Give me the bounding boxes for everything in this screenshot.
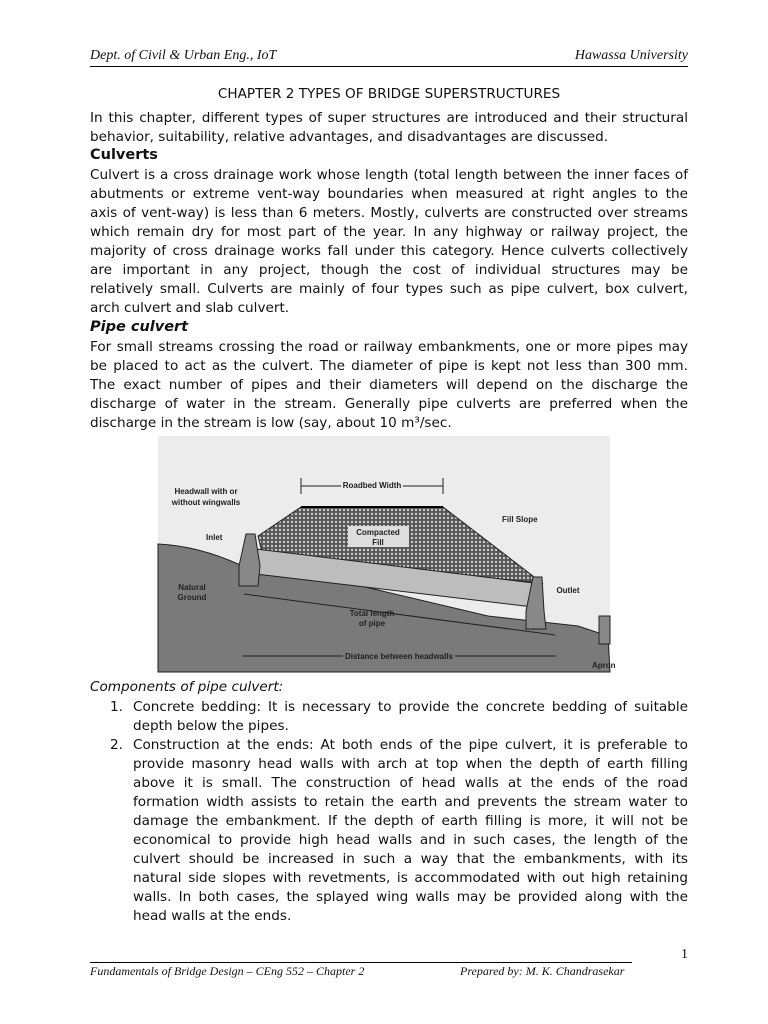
footer-course: Fundamentals of Bridge Design – CEng 552 – Chapter 2 xyxy=(90,964,365,978)
text-line: Concrete bedding: It is necessary to provide the concrete bedding of suitable xyxy=(133,699,688,715)
footer-divider xyxy=(90,962,632,963)
pipe-culvert-paragraph xyxy=(90,338,688,433)
text-line: are important in any project, though the cost of individual structures may be xyxy=(90,262,688,278)
label-headwall: Headwall with or xyxy=(174,487,238,496)
label-outlet: Outlet xyxy=(556,586,580,595)
page-header xyxy=(90,48,688,67)
text-line: relatively small. Culverts are mainly of four types such as pipe culvert, box culvert, xyxy=(90,281,688,297)
label-roadbed-width: Roadbed Width xyxy=(342,481,402,490)
text-line: culvert should be increased in such a way that the embankments, with its xyxy=(133,851,688,867)
label-total-length-2: of pipe xyxy=(358,619,386,628)
list-number-2: 2. xyxy=(110,737,123,753)
intro-paragraph xyxy=(90,109,688,147)
text-line: abutments or extreme vent-way boundaries when measured at right angles to the xyxy=(90,186,688,202)
header-university: Hawassa University xyxy=(574,48,688,63)
label-distance-between-headwalls: Distance between headwalls xyxy=(344,652,454,661)
text-line: arch culvert and slab culvert. xyxy=(90,300,290,316)
text-line: natural side slopes with revetments, is accommodated with out high retaining xyxy=(133,870,688,886)
text-line: For small streams crossing the road or railway embankments, one or more pipes may xyxy=(90,339,688,355)
text-line: majority of cross drainage works fall under this category. Hence culverts collectively xyxy=(90,243,688,259)
text-line: behavior, suitability, relative advantages, and disadvantages are discussed. xyxy=(90,129,609,145)
page-number: 1 xyxy=(681,947,688,962)
footer-author: Prepared by: M. K. Chandrasekar xyxy=(460,964,625,978)
text-line: discharge in the stream is low (say, about 10 m³/sec. xyxy=(90,415,452,431)
text-line: formation width assists to retain the earth and prevents the stream water to xyxy=(133,794,688,810)
list-item-2 xyxy=(133,736,688,926)
text-line: head walls at the ends. xyxy=(133,908,292,924)
pipe-culvert-diagram xyxy=(158,436,616,672)
text-line: depth below the pipes. xyxy=(133,718,289,734)
label-compacted-fill-2: Fill xyxy=(372,538,384,547)
label-natural-ground-2: Ground xyxy=(177,593,207,602)
text-line: The exact number of pipes and their diameters will depend on the discharge the xyxy=(90,377,688,393)
text-line: economical to provide high head walls and in such cases, the length of the xyxy=(133,832,688,848)
chapter-title: CHAPTER 2 TYPES OF BRIDGE SUPERSTRUCTURES xyxy=(217,86,561,102)
list-number-1: 1. xyxy=(110,699,123,715)
list-item-1 xyxy=(133,698,688,736)
culverts-heading: Culverts xyxy=(90,147,158,163)
culverts-paragraph xyxy=(90,166,688,318)
label-inlet: Inlet xyxy=(206,533,223,542)
label-fill-slope: Fill Slope xyxy=(502,515,538,524)
label-headwall-2: without wingwalls xyxy=(171,498,241,507)
text-line: above it is small. The construction of head walls at the ends of the road xyxy=(133,775,688,791)
text-line: walls. In both cases, the splayed wing walls may be provided along with the xyxy=(133,889,688,905)
text-line: be placed to act as the culvert. The diameter of pipe is kept not less than 300 mm. xyxy=(90,358,688,374)
text-line: In this chapter, different types of super structures are introduced and their structural xyxy=(90,110,688,126)
text-line: axis of vent-way) is less than 6 meters. Mostly, culverts are constructed over streams xyxy=(90,205,688,221)
pipe-culvert-heading: Pipe culvert xyxy=(90,319,189,335)
text-line: Construction at the ends: At both ends of the pipe culvert, it is preferable to xyxy=(133,737,688,753)
text-line: provide masonry head walls with arch at top when the depth of earth filling xyxy=(133,756,688,772)
text-line: damage the embankment. If the depth of earth filling is more, it will not be xyxy=(133,813,688,829)
label-total-length: Total length xyxy=(349,609,395,618)
label-compacted-fill: Compacted xyxy=(356,528,400,537)
label-apron: Apron xyxy=(592,661,616,670)
text-line: discharge of water in the stream. Generally pipe culverts are preferred when the xyxy=(90,396,688,412)
components-heading: Components of pipe culvert: xyxy=(90,679,284,695)
text-line: which remain dry for most part of the year. In any highway or railway project, the xyxy=(90,224,688,240)
label-natural-ground: Natural xyxy=(178,583,206,592)
header-department: Dept. of Civil & Urban Eng., IoT xyxy=(90,48,277,63)
text-line: Culvert is a cross drainage work whose length (total length between the inner faces of xyxy=(90,167,688,183)
